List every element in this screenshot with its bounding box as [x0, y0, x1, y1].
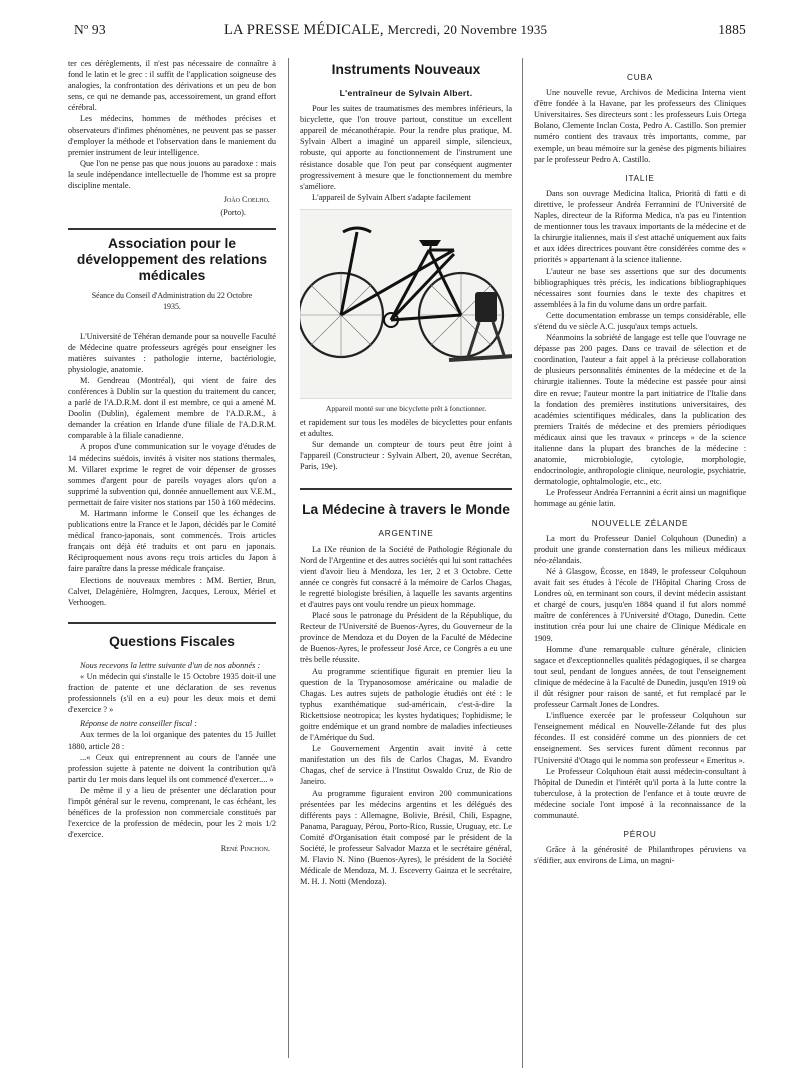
paragraph: A propos d'une communication sur le voyage d'études de 14 médecins suédois, invités à visiter nos stations thermales, M. Villaret exprime le regret de voir dépenser de grosses sommes d'argent pour de pareils voyages alors qu'on a supprimé la subvention qui, donnée annuellement aux V.E.M., permettait de faire visiter nos stations par 150 à 160 médecins.: [68, 442, 276, 507]
section-divider: [68, 228, 276, 230]
paragraph: L'influence exercée par le professeur Colquhoun sur l'enseignement médical en Nouvelle-Zélande fut des plus fécondes. Il est considéré comme un des pionniers de cet enseignement. Ses services furent dûment reconnus par l'Université d'Otago qui le nomma son professeur « Emeritus ».: [534, 711, 746, 765]
column-2: [300, 58, 512, 1058]
signature-place: (Porto).: [220, 208, 246, 218]
column-1: [68, 58, 276, 1058]
column-3: [534, 58, 746, 1068]
paragraph: Au programme scientifique figurait en premier lieu la question de la Trypanosomose américaine ou maladie de Chagas. Les autres sujets de pathologie étudiés ont été : le typhus exanthématique sud-américain, c'est-à-dire la Rickettsiose neotropica; les kystes hydatiques; l'ophidisme; le goitre endémique et un grand nombre de maladies infectieuses de l'Amérique du Sud.: [300, 666, 512, 743]
paragraph: M. Gendreau (Montréal), qui vient de faire des conférences à Dublin sur la question du traitement du cancer, a parlé de l'A.D.R.M. dont il est membre, ce qui a amené M. Doolin (Dublin), également membre de l'A.D.R.M., à demander la création en Irlande d'une filiale de l'A.D.R.M. comparable à la filiale canadienne.: [68, 375, 276, 441]
page-header: [74, 20, 746, 42]
paragraph: L'appareil de Sylvain Albert s'adapte facilement: [312, 192, 471, 202]
paragraph: Homme d'une remarquable culture générale, clinicien sagace et d'exceptionnelles qualités pédagogiques, il se chargea tout seul, pendant de longues années, de tout l'enseignement clinique de médecine à la Faculté de Dunedin, jusqu'en 1919 où il dût résigner pour raison de santé, et fut remplacé par le professeur Carmalt Jones de Londres.: [534, 644, 746, 710]
paragraph: Sur demande un compteur de tours peut être joint à l'appareil (Constructeur : Sylvain Albert, 20, avenue Secrétan, Paris, 19e).: [300, 440, 512, 472]
issue-number: Nº 93: [74, 22, 106, 37]
paragraph: Grâce à la générosité de Philanthropes péruviens va s'édifier, aux environs de Lima, un magni-: [534, 845, 746, 866]
paragraph: « Un médecin qui s'installe le 15 Octobre 1935 doit-il une fraction de patente et une déclaration de ses revenus professionnels (s'il en a eu) pour les deux mois et demi d'exercice ? »: [68, 671, 276, 715]
bicycle-figure: [300, 209, 512, 413]
paragraph: Dans son ouvrage Medicina Italica, Priorità di fatti e di direttive, le professeur Andréa Ferrannini de l'Université de Naples, directeur de la Riforma Medica, n'a pas eu l'intention de mentionner tous les travaux importants de la médecine et de la chirurgie italiennes, mais il s'est attaché uniquement aux faits et aux idées directrices pouvant être considérées comme des « priorités » appartenant à la science italienne.: [534, 188, 746, 265]
journal-title: LA PRESSE MÉDICALE, Mercredi, 20 Novembre 1935: [224, 22, 548, 38]
paragraph: Né à Glasgow, Écosse, en 1849, le professeur Colquhoun avait fait ses études à l'école de l'Hôpital Charing Cross de Londres où, en terminant son cours, il devint médecin assistant et chargé de cours, jusqu'en 1884 quand il fut alors nommé maître de conférences à l'Université d'Otago, Dunedin. Cette institution créa pour lui une chaire de Clinique Médicale en 1909.: [534, 566, 746, 643]
section-divider: [68, 622, 276, 624]
paragraph: Le Gouvernement Argentin avait invité à cette manifestation un des fils de Carlos Chagas, M. Evandro Chagas, chef de service à l'Institut Oswaldo Cruz, de Rio de Janeiro.: [300, 744, 512, 787]
paragraph: Le Professeur Colquhoun était aussi médecin-consultant à l'hôpital de Dunedin et l'intérêt qu'il porta à la lutte contre la tuberculose, à la protection de l'enfance et à toute œuvre de médecine sociale l'ont imposé à la reconnaissance de la communauté.: [534, 766, 746, 820]
paragraph: Une nouvelle revue, Archivos de Medicina Interna vient d'être fondée à la Havane, par les professeurs des Cliniques Universitaires. Ses directeurs sont : les professeurs Luis Ortega Bolano, Clemente Inclan Costa, Pedro A. Castillo. Son premier numéro contient des travaux très importants, comme, par exemple, un beau mémoire sur la genèse des pigments biliaires par le professeur Pedro A. Castillo.: [534, 88, 746, 164]
paragraph: Que l'on ne pense pas que nous jouons au paradoxe : mais la seule indépendance intellectuelle de l'homme est sa propre discipline mentale.: [68, 158, 276, 191]
country-heading-argentine: ARGENTINE: [378, 529, 434, 539]
paragraph: Au programme figuraient environ 200 communications présentées par les médecins argentins et les délégués des différents pays : Allemagne, Bolivie, Brésil, Chili, Espagne, Panama, Paraguay, Pérou, Porto-Rico, Russie, Uruguay, etc. Le Comité d'Organisation était composé par le président de la Société, le professeur Salvador Mazza et le secrétaire général, M. Flavio N. Nino (Buenos-Ayres), le président de la Société Médicale de Mendoza, M. J. Esceverry Gainza et le secrétaire, M. H. J. Notti (Mendoza).: [300, 788, 512, 887]
signature-name: René Pinchon.: [220, 844, 270, 854]
paragraph: Placé sous le patronage du Président de la République, du Recteur de l'Université de Buenos-Ayres, du Gouverneur de la province de Mendoza et du Doyen de la Faculté de Médecine de Buenos-Ayres, le professeur José Arce, ce Congrès a eu une très belle réussite.: [300, 611, 512, 665]
paragraph: Néanmoins la sobriété de langage est telle que l'ouvrage ne dépasse pas 200 pages. Dans ce travail de sélection et de coordination, l'auteur a fait appel à la précieuse collaboration de plusieurs personnalités éminentes de la médecine et de la chirurgie italiennes. Toute la médecine est passée pour ainsi dire en revue; l'auteur montre la part initiatrice de l'Italie dans la fondation des premières institutions universitaires, des académies scientifiques médicales, dans la publication des premiers Traités de médecine et des premiers périodiques médicaux ainsi que les travaux « princeps » de la science italienne dans la plupart des branches de la médecine : anatomie, microbiologie, cytologie, morphologie, endocrinologie, anthropologie clinique, neurologie, psychiatrie, dermatologie, ophtalmologie, etc., etc.: [534, 333, 746, 487]
paragraph: La IXe réunion de la Société de Pathologie Régionale du Nord de l'Argentine et des autres sociétés qui lui sont rattachées vient d'avoir lieu à Mendoza, les 1er, 2 et 3 Octobre. Cette année ce congrès fut consacré à la mémoire de Carlos Chagas, le regretté biologiste brésilien, à laquelle les savants argentins et d'autres pays ont voulu rendre un pieux hommage.: [300, 544, 512, 609]
section-title-fiscal: Questions Fiscales: [109, 633, 235, 649]
paragraph: Nous recevons la lettre suivante d'un de nos abonnés :: [80, 660, 261, 670]
column-rule-left: [288, 58, 289, 1058]
bicycle-icon: [300, 210, 512, 398]
paragraph: ter ces dérèglements, il n'est pas nécessaire de connaître à fond le latin et le grec : il suffit de l'application soigneuse des analogies, la confrontation des dérivations et un peu de bon sens, ce qui ne demande pas, accessoirement, un grand effort cérébral.: [68, 59, 276, 113]
paragraph: et rapidement sur tous les modèles de bicyclettes pour enfants et adultes.: [300, 417, 512, 439]
issue-date: Mercredi, 20 Novembre 1935: [387, 22, 548, 37]
section-subtitle: Séance du Conseil d'Administration du 22 Octobre 1935.: [91, 291, 253, 312]
paragraph: Elections de nouveaux membres : MM. Bertier, Brun, Calvet, Delagénière, Holmgren, Jacques, Leroux, Mériel et Verhoogen.: [68, 575, 276, 607]
section-title-instruments: Instruments Nouveaux: [331, 62, 481, 77]
page-number: 1885: [718, 22, 746, 37]
country-heading-nouvelle-zelande: NOUVELLE ZÉLANDE: [591, 518, 689, 528]
article-title: L'entraîneur de Sylvain Albert.: [339, 88, 473, 98]
figure-caption: Appareil monté sur une bicyclette prêt à fonctionner.: [325, 403, 487, 413]
country-heading-perou: PÉROU: [623, 830, 657, 840]
paragraph: L'Université de Téhéran demande pour sa nouvelle Faculté de Médecine quatre professeurs agrégés pour enseigner les matières suivantes : pathologie interne, bactériologie, physiologie, anatomie.: [68, 331, 276, 374]
paragraph: La mort du Professeur Daniel Colquhoun (Dunedin) a produit une grande consternation dans les milieux médicaux néo-zélandais.: [534, 533, 746, 565]
paragraph: Le Professeur Andréa Ferrannini a écrit ainsi un magnifique hommage au génie latin.: [534, 488, 746, 509]
paragraph: Pour les suites de traumatismes des membres inférieurs, la bicyclette, que l'on trouve partout, constitue un excellent appareil de mécanothérapie. Pour la rendre plus pratique, M. Sylvain Albert a imaginé un appareil simple, silencieux, robuste, qui apporte au fonctionnement de l'instrument une résistance dosable que l'on peut par conséquent augmenter progressivement à mesure que le fonctionnement du membre s'améliore.: [300, 104, 512, 191]
paragraph: ...« Ceux qui entreprennent au cours de l'année une profession sujette à patente ne doivent la contribution qu'à partir du 1er mois dans lequel ils ont commencé d'exercer.... »: [68, 752, 276, 784]
paragraph: Les médecins, hommes de méthodes précises et observateurs d'infimes phénomènes, ne peuvent pas se passer d'employer la méthode et l'observation dans le maniement du premier instrument de leur intelligence.: [68, 114, 276, 157]
paragraph: L'auteur ne base ses assertions que sur des documents bibliographiques très précis, les indications bibliographiques nécessaires sont fournies dans le texte des chapitres et assemblées à la fin du volume dans un ordre parfait.: [534, 266, 746, 309]
country-heading-italie: ITALIE: [625, 173, 655, 183]
country-heading-cuba: CUBA: [627, 73, 653, 82]
section-title-association: Association pour le développement des relations médicales: [76, 236, 268, 284]
signature-name: João Coelho.: [223, 195, 270, 205]
paragraph: Réponse de notre conseiller fiscal :: [80, 719, 197, 729]
paragraph: De même il y a lieu de présenter une déclaration pour l'impôt général sur le revenu, comprenant, le cas échéant, les bénéfices de la profession non commerciale constitués par l'exercice de la profession de médecin, pour les 2 mois 1/2 d'exercice.: [68, 785, 276, 840]
section-title-world: La Médecine à travers le Monde: [302, 502, 510, 518]
paragraph: Cette documentation embrasse un temps considérable, elle s'étend du ve siècle A.C. jusqu'aux temps actuels.: [534, 310, 746, 331]
paragraph: Aux termes de la loi organique des patentes du 15 Juillet 1880, article 28 :: [68, 730, 276, 751]
paragraph: M. Hartmann informe le Conseil que les échanges de publications entre la France et le Japon, décidés par le Comité médical franco-japonais, sont commencés. Trois articles français ont déjà été traduits et ont paru en japonais. Réciproquement nous avons reçu trois articles du Japon à faire paraître dans la presse médicale française.: [68, 509, 276, 574]
bicycle-illustration: [300, 209, 512, 399]
section-divider: [300, 488, 512, 490]
column-rule-right: [522, 58, 523, 1068]
